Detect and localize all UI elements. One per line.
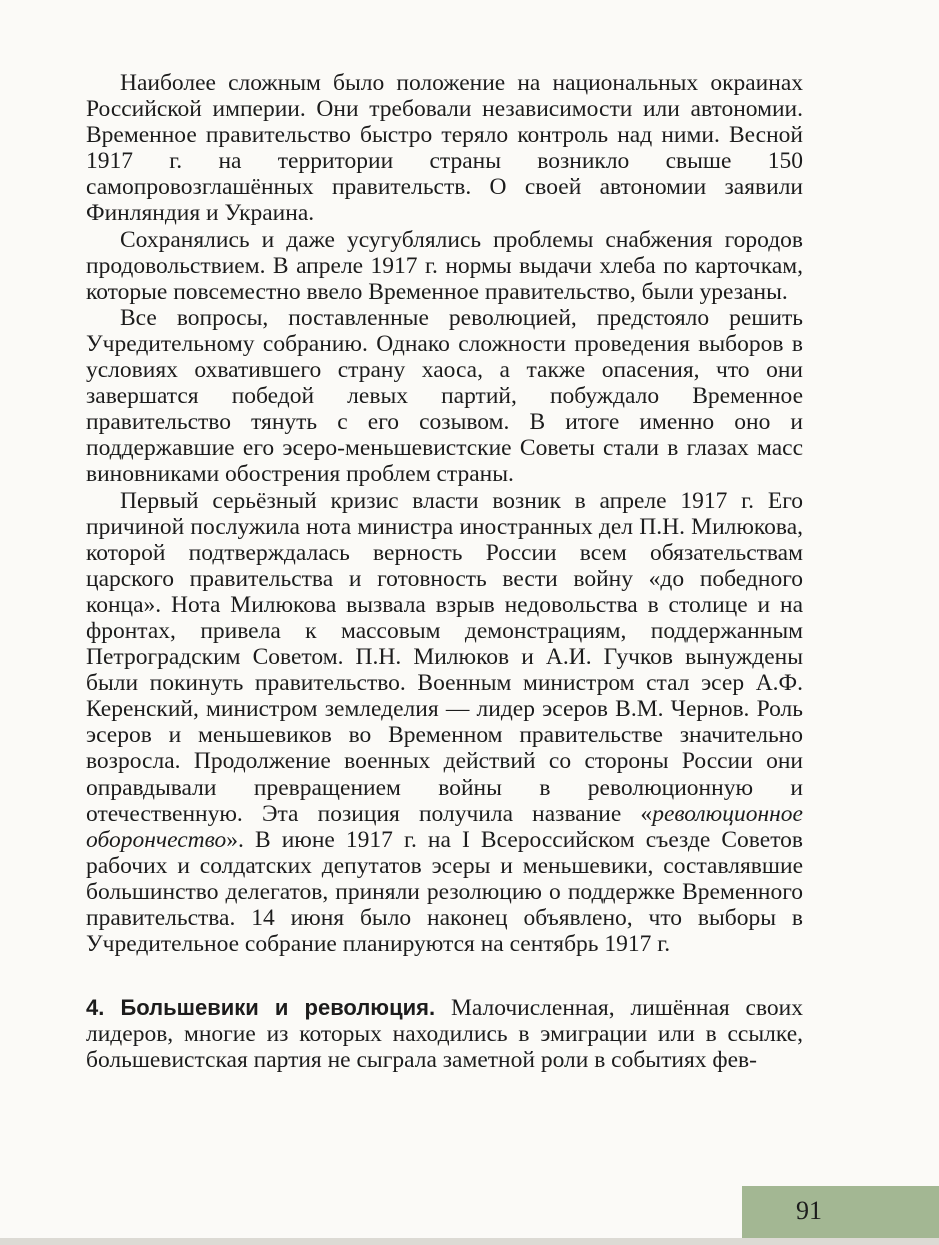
april-crisis-text-continued: ». В июне 1917 г. на I Всероссийском съезде Советов рабочих и солдатских депутатов эсеры и меньшевики, составлявшие большинство делегатов, приняли резолюцию о поддержке Временного правительства. 14 июня было наконец объявлено, что выборы в Учредительное собрание планируются на сентябрь 1917 г. [86,826,803,958]
section-bolsheviks [86,995,803,1073]
revolutionary-defencism-term: революционное оборончество [86,800,803,853]
paragraph-food-supply: Сохранялись и даже усугублялись проблемы снабжения городов продовольствием. В апреле 1917 г. нормы выдачи хлеба по карточкам, которые повсеместно ввело Временное правительство, были урезаны. [86,226,803,305]
paragraph-constituent-assembly: Все вопросы, поставленные революцией, предстояло решить Учредительному собранию. Однако сложности проведения выборов в условиях охватившего страну хаоса, а также опасения, что они завершатся победой левых партий, побуждало Временное правительство тянуть с его созывом. В итоге именно оно и поддержавшие его эсеро-меньшевистские Советы стали в глазах масс виновниками обострения проблем страны. [86,304,803,488]
paragraph-national-outskirts: Наиболее сложным было положение на национальных окраинах Российской империи. Они требовали независимости или автономии. Временное правительство быстро теряло контроль над ними. Весной 1917 г. на территории страны возникло свыше 150 самопровозглашённых правительств. О своей автономии заявили Финляндия и Украина. [86,70,803,227]
page-bottom-edge [0,1238,939,1245]
paragraph-april-crisis [86,488,803,958]
page-number-tab [742,1186,939,1238]
section-heading: 4. Большевики и революция. [86,995,436,1021]
april-crisis-text: Первый серьёзный кризис власти возник в апреле 1917 г. Его причиной послужила нота министра иностранных дел П.Н. Милюкова, которой подтверждалась верность России всем обязательствам царского правительства и готовность вести войну «до победного конца». Нота Милюкова вызвала взрыв недовольства в столице и на фронтах, привела к массовым демонстрациям, поддержанным Петроградским Советом. П.Н. Милюков и А.И. Гучков вынуждены были покинуть правительство. Военным министром стал эсер А.Ф. Керенский, министром земледелия — лидер эсеров В.М. Чернов. Роль эсеров и меньшевиков во Временном правительстве значительно возросла. Продолжение военных действий со стороны России они оправдывали превращением войны в революционную и отечественную. Эта позиция получила название « [86,487,803,827]
section-text: Малочисленная, лишённая своих лидеров, многие из которых находились в эмиграции или в ссылке, большевистская партия не сыграла заметной роли в событиях фев- [86,995,803,1074]
page-number: 91 [796,1196,822,1225]
main-text [86,70,803,1073]
